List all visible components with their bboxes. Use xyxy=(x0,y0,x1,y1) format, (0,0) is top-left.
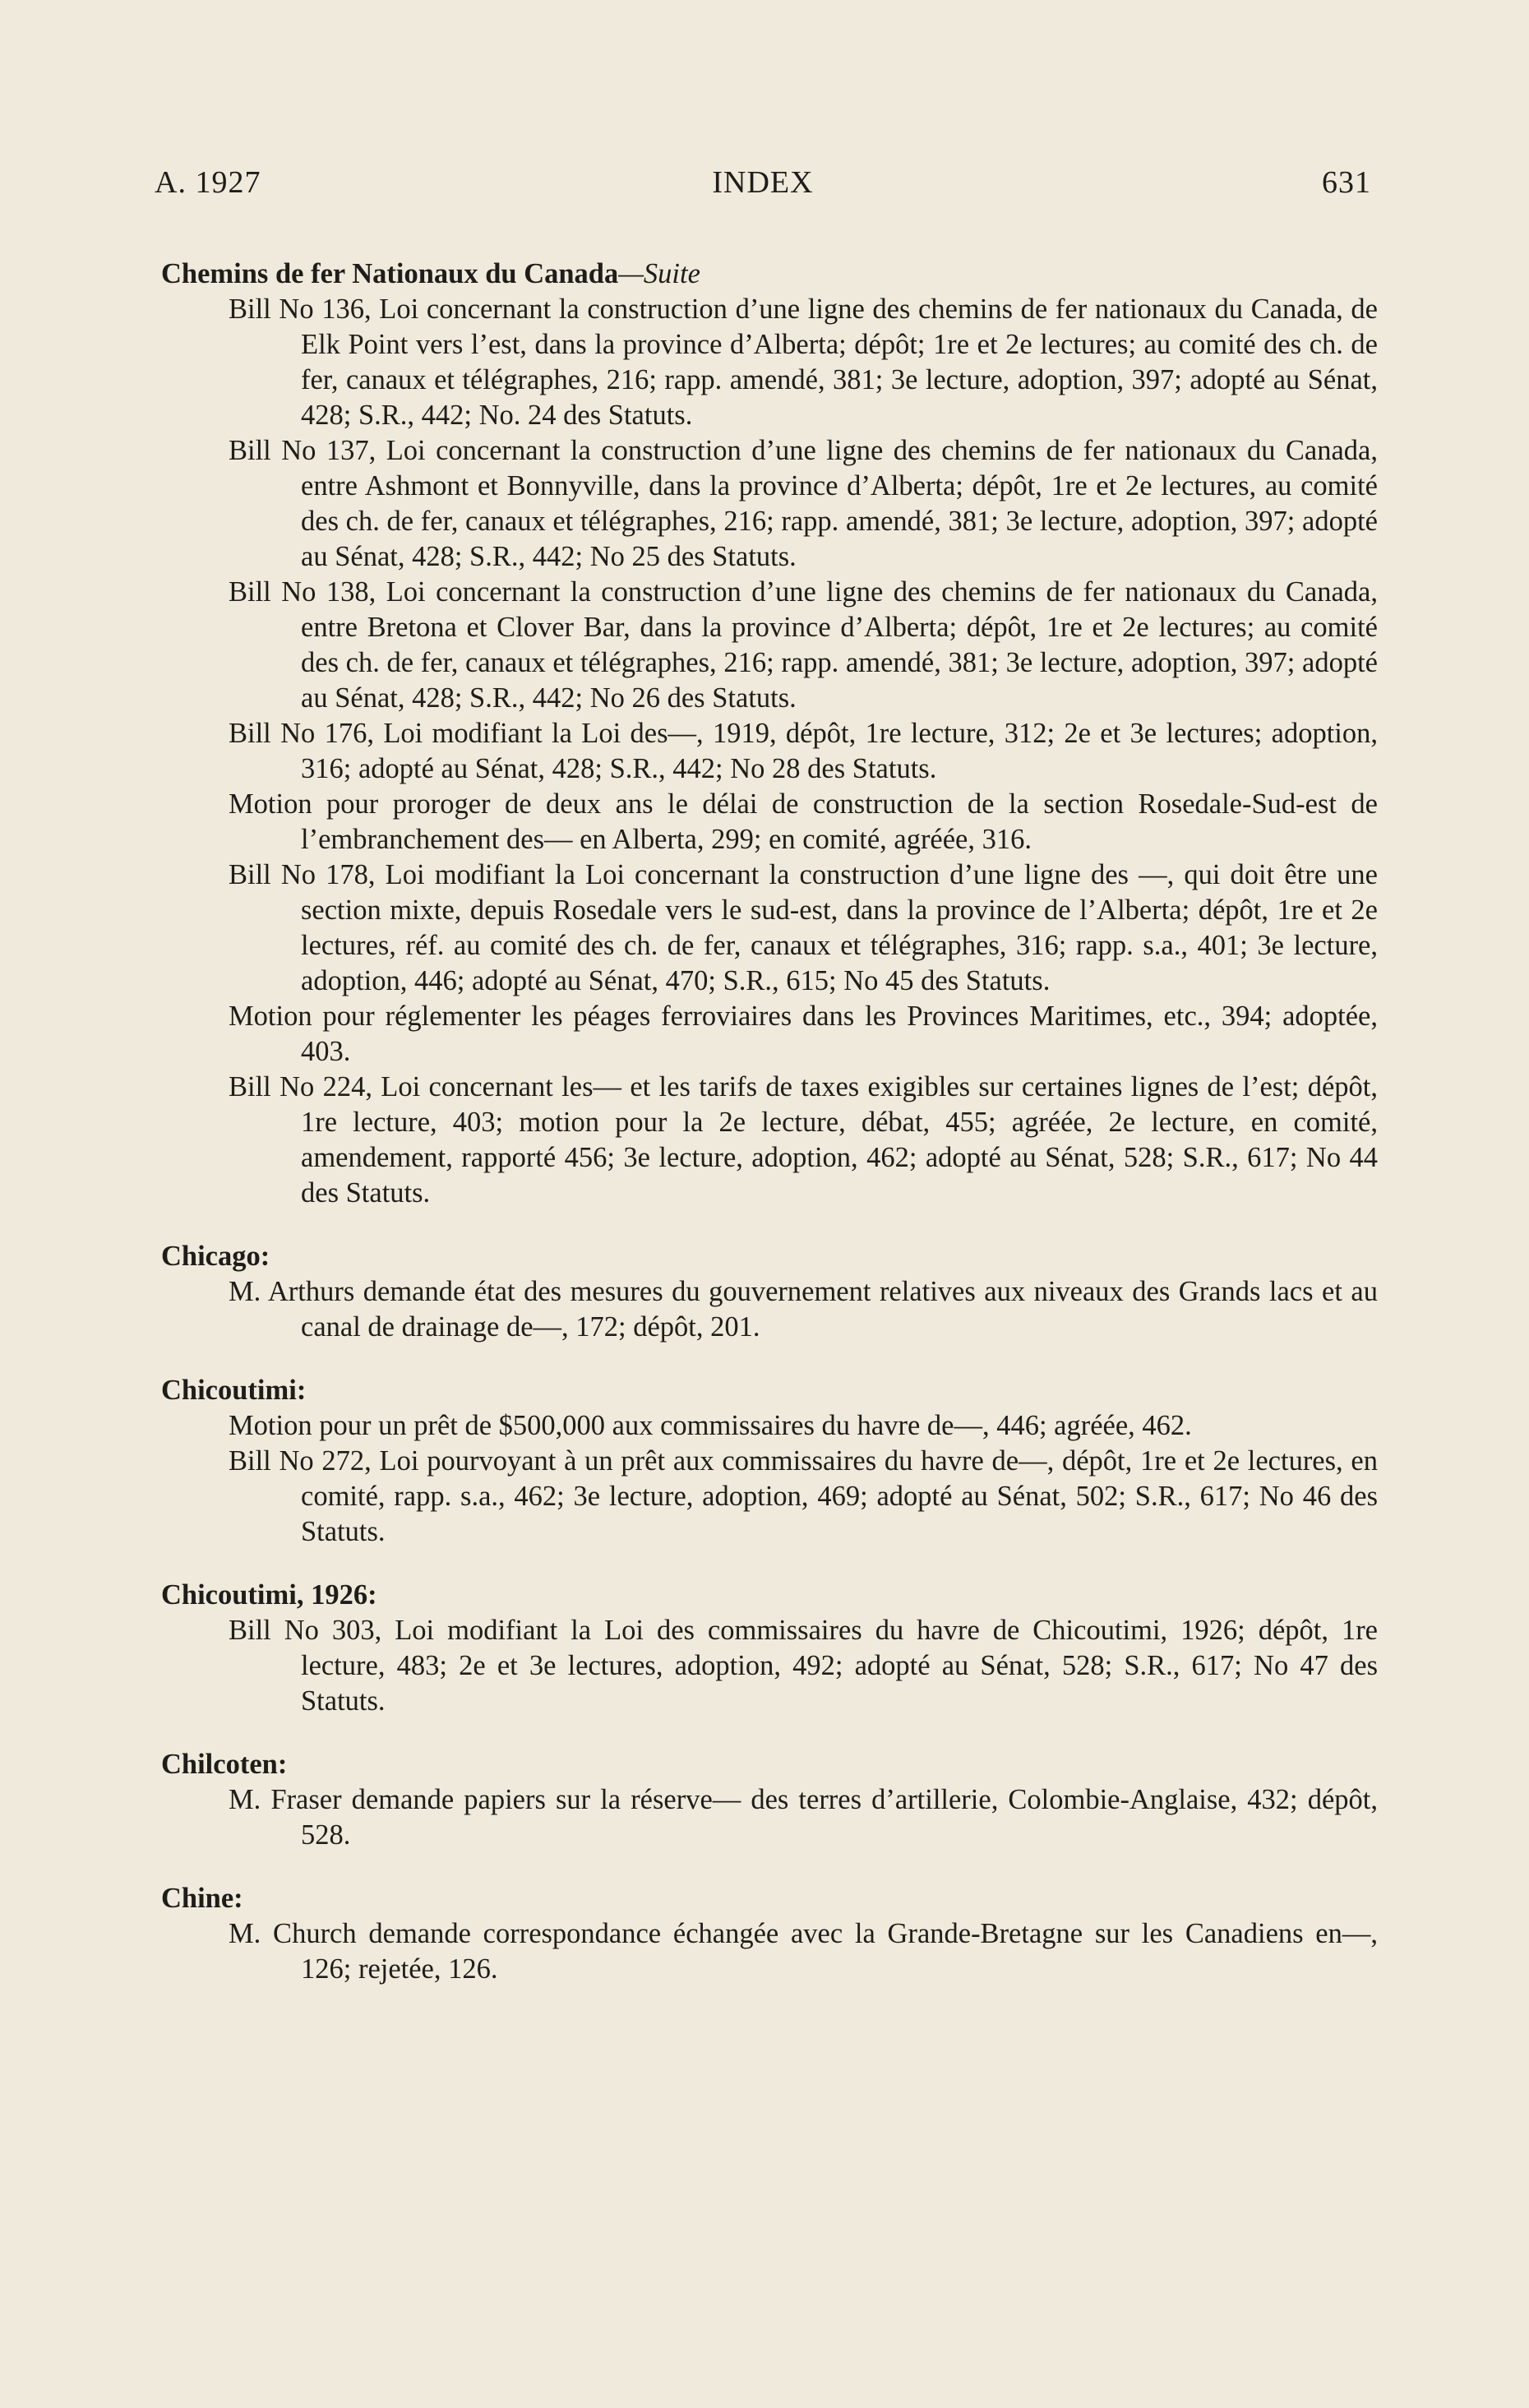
index-entry: M. Church demande correspondance échangée avec la Grande-Bretagne sur les Canadiens en—, 126; rejetée, 126. xyxy=(229,1918,1378,1985)
index-entry: Bill No 178, Loi modifiant la Loi concernant la construction d’une ligne des —, qui doit être une section mixte, depuis Rosedale vers le sud-est, dans la province de l’Alberta; dépôt, 1re et 2e lectures, réf. au comité des ch. de fer, canaux et télégraphes, 316; rapp. s.a., 401; 3e lecture, adoption, 446; adopté au Sénat, 470; S.R., 615; No 45 des Statuts. xyxy=(229,859,1378,996)
index-section xyxy=(161,1373,1378,1550)
index-section xyxy=(161,1747,1378,1853)
index-entry: M. Fraser demande papiers sur la réserve— des terres d’artillerie, Colombie-Anglaise, 432; dépôt, 528. xyxy=(229,1784,1378,1851)
section-heading-text: Chicago: xyxy=(161,1241,270,1272)
index-entry: Bill No 136, Loi concernant la construction d’une ligne des chemins de fer nationaux du Canada, de Elk Point vers l’est, dans la province d’Alberta; dépôt; 1re et 2e lectures; au comité des ch. de fer, canaux et télégraphes, 216; rapp. amendé, 381; 3e lecture, adoption, 397; adopté au Sénat, 428; S.R., 442; No. 24 des Statuts. xyxy=(229,293,1378,431)
section-heading-text: Chine: xyxy=(161,1883,243,1914)
header-title: INDEX xyxy=(712,165,814,200)
header-year: A. 1927 xyxy=(155,165,261,200)
index-entry: Bill No 272, Loi pourvoyant à un prêt aux commissaires du havre de—, dépôt, 1re et 2e lectures, en comité, rapp. s.a., 462; 3e lecture, adoption, 469; adopté au Sénat, 502; S.R., 617; No 46 des Statuts. xyxy=(229,1445,1378,1547)
section-heading xyxy=(161,257,1378,292)
section-suite-label: —Suite xyxy=(618,258,700,289)
index-entry: M. Arthurs demande état des mesures du gouvernement relatives aux niveaux des Grands lacs et au canal de drainage de—, 172; dépôt, 201. xyxy=(229,1276,1378,1343)
section-heading-text: Chemins de fer Nationaux du Canada xyxy=(161,258,619,289)
page-header xyxy=(155,164,1371,214)
index-entry: Bill No 224, Loi concernant les— et les tarifs de taxes exigibles sur certaines lignes de l’est; dépôt, 1re lecture, 403; motion pour la 2e lecture, débat, 455; agréée, 2e lecture, en comité, amendement, rapporté 456; 3e lecture, adoption, 462; adopté au Sénat, 528; S.R., 617; No 44 des Statuts. xyxy=(229,1071,1378,1209)
page-number: 631 xyxy=(1322,165,1371,200)
index-entry: Bill No 138, Loi concernant la construction d’une ligne des chemins de fer nationaux du Canada, entre Bretona et Clover Bar, dans la province d’Alberta; dépôt, 1re et 2e lectures; au comité des ch. de fer, canaux et télégraphes, 216; rapp. amendé, 381; 3e lecture, adoption, 397; adopté au Sénat, 428; S.R., 442; No 26 des Statuts. xyxy=(229,576,1378,714)
index-section xyxy=(161,1881,1378,1987)
section-heading-text: Chicoutimi: xyxy=(161,1375,307,1406)
index-entry: Motion pour réglementer les péages ferroviaires dans les Provinces Maritimes, etc., 394; adoptée, 403. xyxy=(229,1001,1378,1067)
index-entry: Bill No 137, Loi concernant la construction d’une ligne des chemins de fer nationaux du Canada, entre Ashmont et Bonnyville, dans la province d’Alberta; dépôt, 1re et 2e lectures, au comité des ch. de fer, canaux et télégraphes, 216; rapp. amendé, 381; 3e lecture, adoption, 397; adopté au Sénat, 428; S.R., 442; No 25 des Statuts. xyxy=(229,435,1378,572)
index-entry: Motion pour proroger de deux ans le délai de construction de la section Rosedale-Sud-est de l’embranchement des— en Alberta, 299; en comité, agréée, 316. xyxy=(229,788,1378,855)
section-heading xyxy=(161,1578,1378,1613)
section-heading xyxy=(161,1239,1378,1274)
index-content xyxy=(161,257,1378,2015)
section-heading-text: Chicoutimi, 1926: xyxy=(161,1579,377,1611)
index-section xyxy=(161,1578,1378,1719)
index-entry: Bill No 176, Loi modifiant la Loi des—, 1919, dépôt, 1re lecture, 312; 2e et 3e lectures; adoption, 316; adopté au Sénat, 428; S.R., 442; No 28 des Statuts. xyxy=(229,718,1378,784)
index-section xyxy=(161,257,1378,1211)
section-heading xyxy=(161,1881,1378,1916)
index-entry: Motion pour un prêt de $500,000 aux commissaires du havre de—, 446; agréée, 462. xyxy=(229,1410,1192,1441)
index-section xyxy=(161,1239,1378,1345)
section-heading-text: Chilcoten: xyxy=(161,1749,288,1780)
section-heading xyxy=(161,1747,1378,1782)
section-heading xyxy=(161,1373,1378,1408)
index-entry: Bill No 303, Loi modifiant la Loi des commissaires du havre de Chicoutimi, 1926; dépôt, 1re lecture, 483; 2e et 3e lectures, adoption, 492; adopté au Sénat, 528; S.R., 617; No 47 des Statuts. xyxy=(229,1615,1378,1717)
